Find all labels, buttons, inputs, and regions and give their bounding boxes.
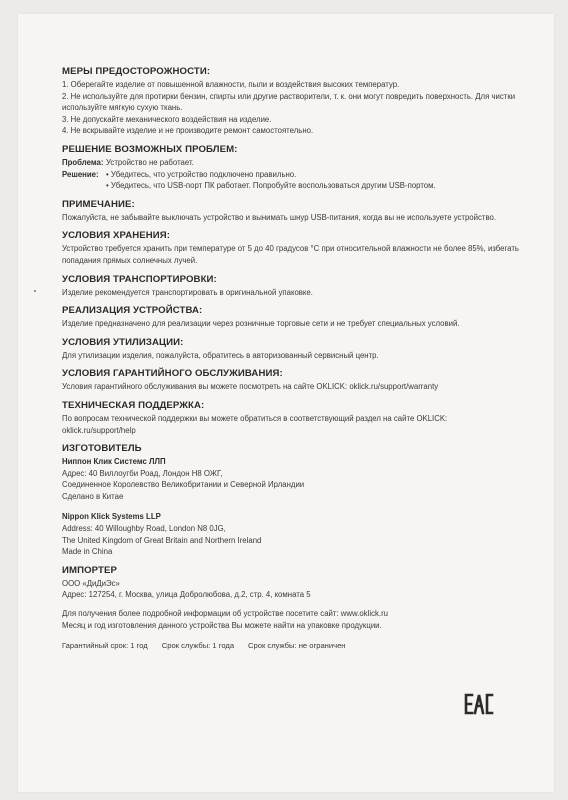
eac-mark-icon <box>464 692 494 716</box>
section-title: УСЛОВИЯ УТИЛИЗАЦИИ: <box>62 336 184 348</box>
info-line: Для получения более подробной информации об устройстве посетите сайт: www.oklick.ru <box>62 609 389 619</box>
footer-terms <box>62 640 522 652</box>
section-text: Пожалуйста, не забывайте выключать устройство и вынимать шнур USB-питания, когда вы не используете устройство. <box>62 212 497 222</box>
importer-line: Адрес: 127254, г. Москва, улица Добролюбова, д.2, стр. 4, комната 5 <box>62 590 311 600</box>
manufacturer-name-en: Nippon Klick Systems LLP <box>62 512 161 522</box>
section-info <box>62 608 522 631</box>
section-title: УСЛОВИЯ ГАРАНТИЙНОГО ОБСЛУЖИВАНИЯ: <box>62 368 283 380</box>
manufacturer-name-ru: Ниппон Клик Системс ЛЛП <box>62 457 166 467</box>
solution-item: • Убедитесь, что устройство подключено правильно. <box>106 169 436 181</box>
solution-item: • Убедитесь, что USB-порт ПК работает. Попробуйте воспользоваться другим USB-портом. <box>106 180 436 192</box>
section-text: Условия гарантийного обслуживания вы можете посмотреть на сайте OKLICK: oklick.ru/support/warranty <box>62 382 439 392</box>
section-precautions <box>62 66 522 137</box>
section-storage <box>62 230 522 266</box>
document-content <box>62 66 522 652</box>
info-line: Месяц и год изготовления данного устройства Вы можете найти на упаковке продукции. <box>62 620 382 630</box>
section-support <box>62 400 522 436</box>
section-title: ИЗГОТОВИТЕЛЬ <box>62 443 142 455</box>
section-disposal <box>62 337 522 362</box>
problem-text: Устройство не работает. <box>106 157 194 167</box>
section-text: Для утилизации изделия, пожалуйста, обратитесь в авторизованный сервисный центр. <box>62 350 379 360</box>
section-note <box>62 199 522 224</box>
precaution-item: 4. Не вскрывайте изделие и не производите ремонт самостоятельно. <box>62 126 314 136</box>
section-troubleshooting <box>62 144 522 192</box>
section-title: ТЕХНИЧЕСКАЯ ПОДДЕРЖКА: <box>62 399 205 411</box>
precaution-item: 1. Оберегайте изделие от повышенной влажности, пыли и воздействия высоких температур. <box>62 80 400 89</box>
solution-label: Решение: <box>62 169 99 179</box>
manufacturer-line: Адрес: 40 Виллоугби Роад, Лондон Н8 ОЖГ, <box>62 468 223 478</box>
section-title: УСЛОВИЯ ХРАНЕНИЯ: <box>62 230 171 242</box>
section-warranty <box>62 368 522 393</box>
solution-list <box>106 169 436 192</box>
manufacturer-line: Сделано в Китае <box>62 491 124 501</box>
problem-label: Проблема: <box>62 157 104 167</box>
importer-line: ООО «ДиДиЭс» <box>62 578 120 588</box>
service-life: Срок службы: 1 года <box>161 641 235 651</box>
section-title: ИМПОРТЕР <box>62 564 117 576</box>
section-title: МЕРЫ ПРЕДОСТОРОЖНОСТИ: <box>62 66 211 77</box>
section-text: Изделие рекомендуется транспортировать в оригинальной упаковке. <box>62 287 313 297</box>
section-title: РЕШЕНИЕ ВОЗМОЖНЫХ ПРОБЛЕМ: <box>62 143 238 155</box>
scan-speck <box>34 290 36 292</box>
problem-row <box>62 157 522 169</box>
manufacturer-line: Соединенное Королевство Великобритании и Северной Ирландии <box>62 480 305 490</box>
section-title: РЕАЛИЗАЦИЯ УСТРОЙСТВА: <box>62 305 203 317</box>
section-transport <box>62 274 522 299</box>
manufacturer-line: Made in China <box>62 547 113 557</box>
section-sales <box>62 305 522 330</box>
manufacturer-line: Address: 40 Willoughby Road, London N8 0JG, <box>62 524 226 534</box>
warranty-term: Гарантийный срок: 1 год <box>62 641 148 651</box>
manufacturer-line: The United Kingdom of Great Britain and Northern Ireland <box>62 535 262 545</box>
precaution-item: 2. Не используйте для протирки бензин, спирты или другие растворители, т. к. они могут повредить поверхность. Для чистки используйте мягкую сухую ткань. <box>62 91 516 113</box>
section-title: ПРИМЕЧАНИЕ: <box>62 198 135 210</box>
solution-row <box>62 169 522 192</box>
section-title: УСЛОВИЯ ТРАНСПОРТИРОВКИ: <box>62 273 217 285</box>
section-text: Изделие предназначено для реализации через розничные торговые сети и не требует специальных условий. <box>62 319 460 329</box>
section-text: По вопросам технической поддержки вы можете обратиться в соответствующий раздел на сайте OKLICK: oklick.ru/support/help <box>62 413 448 435</box>
section-text: Устройство требуется хранить при температуре от 5 до 40 градусов °С при относительной влажности не более 85%, избегать попадания прямых солнечных лучей. <box>62 244 519 265</box>
section-importer <box>62 565 522 601</box>
precaution-item: 3. Не допускайте механического воздействия на изделие. <box>62 114 272 124</box>
storage-life: Срок службы: не ограничен <box>248 641 346 651</box>
section-manufacturer <box>62 443 522 558</box>
